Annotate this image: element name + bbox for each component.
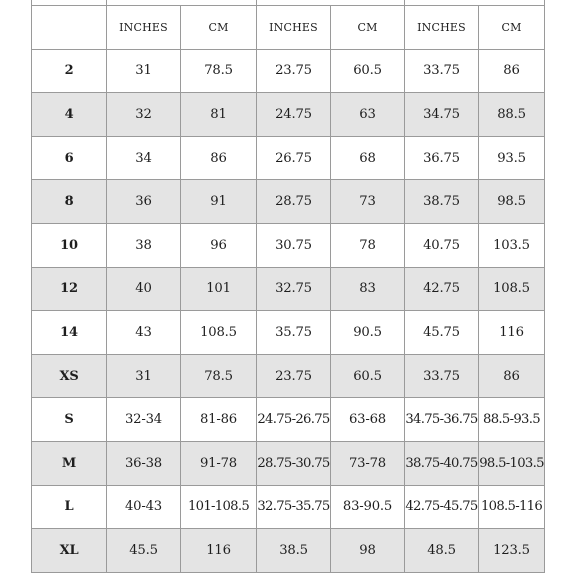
table-cell: 103.5: [479, 223, 545, 267]
unit-header: CM: [479, 6, 545, 50]
size-label: XL: [32, 529, 107, 573]
table-cell: 32.75: [257, 267, 331, 311]
table-cell: 34: [107, 136, 181, 180]
table-cell: 34.75-36.75: [405, 398, 479, 442]
table-cell: 24.75: [257, 93, 331, 137]
table-cell: 36.75: [405, 136, 479, 180]
table-cell: 40: [107, 267, 181, 311]
table-cell: 42.75: [405, 267, 479, 311]
table-cell: 23.75: [257, 49, 331, 93]
table-cell: 78: [331, 223, 405, 267]
size-label: 8: [32, 180, 107, 224]
unit-header: CM: [181, 6, 257, 50]
size-label: S: [32, 398, 107, 442]
table-cell: 123.5: [479, 529, 545, 573]
table-cell: 96: [181, 223, 257, 267]
table-cell: 116: [181, 529, 257, 573]
table-cell: 38.75: [405, 180, 479, 224]
table-cell: 28.75: [257, 180, 331, 224]
table-cell: 86: [479, 354, 545, 398]
size-label: M: [32, 441, 107, 485]
table-cell: 40.75: [405, 223, 479, 267]
table-cell: 88.5: [479, 93, 545, 137]
table-row: [32, 267, 545, 311]
table-cell: 83: [331, 267, 405, 311]
table-cell: 32.75-35.75: [257, 485, 331, 529]
table-row: [32, 136, 545, 180]
size-chart-table: [31, 0, 545, 573]
table-cell: 90.5: [331, 311, 405, 355]
unit-header: CM: [331, 6, 405, 50]
table-cell: 101-108.5: [181, 485, 257, 529]
table-cell: 32-34: [107, 398, 181, 442]
table-cell: 108.5: [479, 267, 545, 311]
size-label: 2: [32, 49, 107, 93]
table-cell: 26.75: [257, 136, 331, 180]
table-cell: 43: [107, 311, 181, 355]
table-cell: 38.75-40.75: [405, 441, 479, 485]
table-cell: 108.5: [181, 311, 257, 355]
table-cell: 93.5: [479, 136, 545, 180]
table-cell: 45.75: [405, 311, 479, 355]
table-cell: 98.5-103.5: [479, 441, 545, 485]
table-cell: 63: [331, 93, 405, 137]
table-row: [32, 49, 545, 93]
table-cell: 73: [331, 180, 405, 224]
table-cell: 68: [331, 136, 405, 180]
size-label: 12: [32, 267, 107, 311]
table-row: [32, 485, 545, 529]
table-cell: 42.75-45.75: [405, 485, 479, 529]
table-row: [32, 398, 545, 442]
table-cell: 33.75: [405, 49, 479, 93]
size-label: 10: [32, 223, 107, 267]
table-row: [32, 354, 545, 398]
table-row: [32, 441, 545, 485]
table-cell: 30.75: [257, 223, 331, 267]
table-cell: 36-38: [107, 441, 181, 485]
table-cell: 35.75: [257, 311, 331, 355]
table-cell: 108.5-116: [479, 485, 545, 529]
table-cell: 78.5: [181, 49, 257, 93]
table-cell: 116: [479, 311, 545, 355]
size-label: 14: [32, 311, 107, 355]
table-cell: 60.5: [331, 354, 405, 398]
table-cell: 38.5: [257, 529, 331, 573]
table-cell: 73-78: [331, 441, 405, 485]
table-cell: 88.5-93.5: [479, 398, 545, 442]
table-row: [32, 180, 545, 224]
size-column-header: [32, 6, 107, 50]
table-cell: 23.75: [257, 354, 331, 398]
table-cell: 36: [107, 180, 181, 224]
table-cell: 63-68: [331, 398, 405, 442]
table-cell: 24.75-26.75: [257, 398, 331, 442]
table-row: [32, 529, 545, 573]
table-cell: 38: [107, 223, 181, 267]
unit-header: INCHES: [107, 6, 181, 50]
table-cell: 31: [107, 49, 181, 93]
table-cell: 86: [479, 49, 545, 93]
table-cell: 83-90.5: [331, 485, 405, 529]
size-label: 6: [32, 136, 107, 180]
size-label: 4: [32, 93, 107, 137]
table-cell: 45.5: [107, 529, 181, 573]
table-cell: 91-78: [181, 441, 257, 485]
table-cell: 78.5: [181, 354, 257, 398]
table-cell: 81-86: [181, 398, 257, 442]
unit-header: INCHES: [257, 6, 331, 50]
table-row: [32, 223, 545, 267]
table-cell: 33.75: [405, 354, 479, 398]
table-row: [32, 311, 545, 355]
table-cell: 31: [107, 354, 181, 398]
table-cell: 81: [181, 93, 257, 137]
table-cell: 98.5: [479, 180, 545, 224]
size-label: XS: [32, 354, 107, 398]
table-cell: 48.5: [405, 529, 479, 573]
table-cell: 91: [181, 180, 257, 224]
table-cell: 34.75: [405, 93, 479, 137]
table-row: [32, 93, 545, 137]
table-cell: 40-43: [107, 485, 181, 529]
unit-header: INCHES: [405, 6, 479, 50]
table-cell: 101: [181, 267, 257, 311]
table-cell: 32: [107, 93, 181, 137]
table-cell: 28.75-30.75: [257, 441, 331, 485]
table-cell: 86: [181, 136, 257, 180]
table-cell: 98: [331, 529, 405, 573]
table-cell: 60.5: [331, 49, 405, 93]
unit-header-row: [32, 6, 545, 50]
size-label: L: [32, 485, 107, 529]
